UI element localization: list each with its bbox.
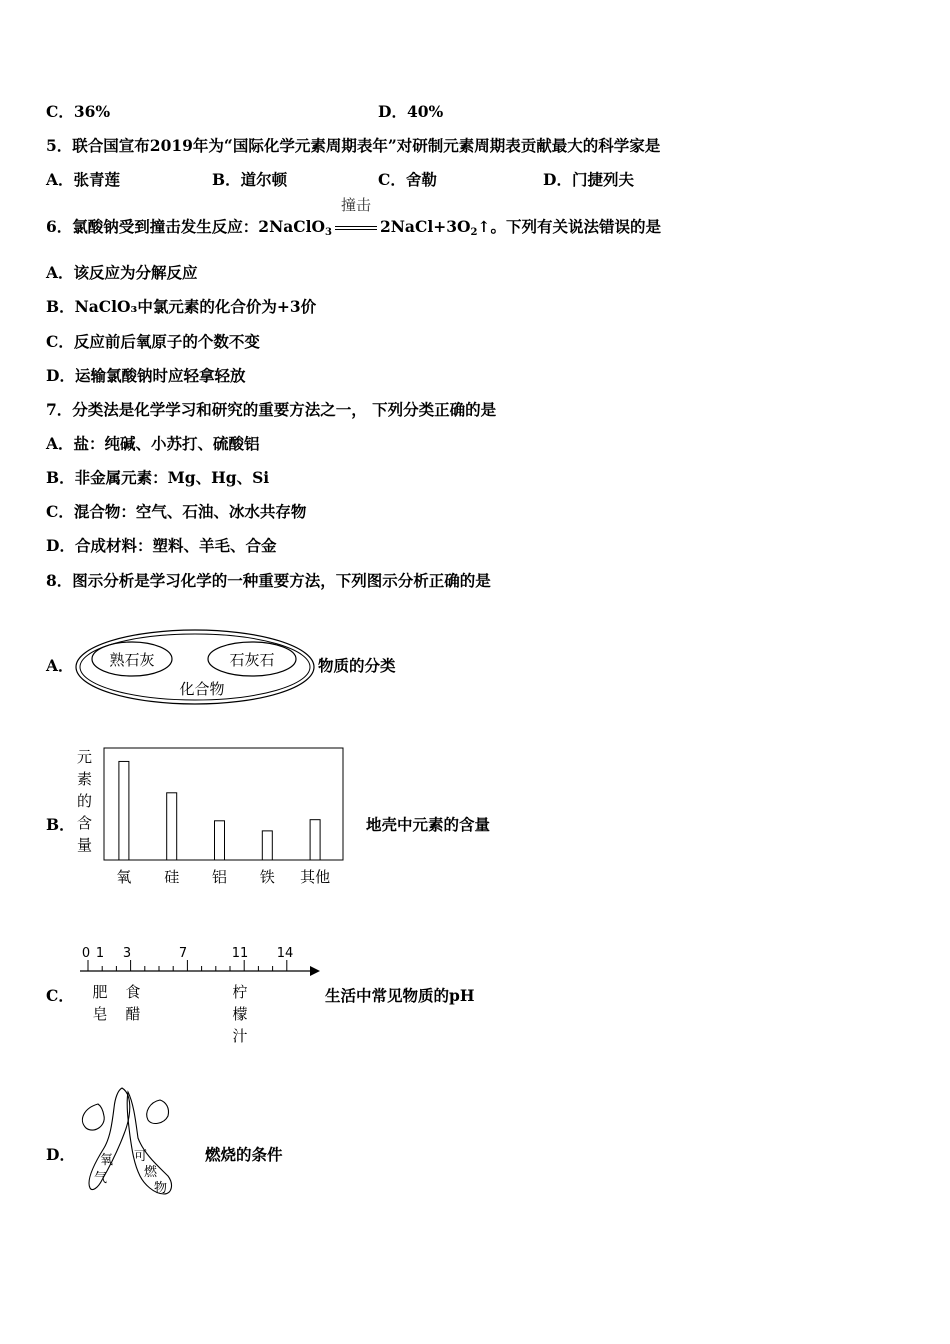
q8-d-caption: 燃烧的条件	[205, 1145, 283, 1164]
ph-tick-label: 14	[276, 946, 294, 961]
q6-option-a: A．该反应为分解反应	[46, 263, 198, 282]
q5-stem: 5．联合国宣布2019年为“国际化学元素周期表年”对研制元素周期表贡献最大的科学家是	[46, 136, 661, 155]
left-flame-drop	[82, 1104, 104, 1130]
x-tick-label: 硅	[164, 868, 180, 886]
q5-option-b: B．道尔顿	[212, 170, 288, 189]
ph-tick-label: 1	[95, 946, 105, 961]
ph-item-char: 汁	[232, 1027, 248, 1044]
inner-left-text: 熟石灰	[109, 651, 155, 669]
x-tick-label: 铝	[211, 868, 228, 886]
ph-tick-label: 0	[81, 946, 91, 961]
ph-tick-label: 11	[231, 946, 249, 961]
ph-scale-diagram	[74, 940, 324, 1044]
q7-option-c: C．混合物：空气、石油、冰水共存物	[46, 502, 307, 521]
combustion-condition-diagram	[74, 1084, 178, 1200]
q5-option-c: C．舍勒	[378, 170, 437, 189]
ph-tick-label: 7	[178, 946, 188, 961]
combustible-char-1: 可	[134, 1149, 148, 1164]
right-flame-drop	[147, 1100, 169, 1123]
combustible-char-3: 物	[154, 1181, 168, 1196]
ph-item-char: 柠	[232, 983, 248, 1001]
y-axis-label-char: 素	[77, 770, 93, 788]
q4-option-d: D．40%	[378, 102, 444, 121]
q8-d-label: D．	[46, 1145, 75, 1164]
bar-其他	[310, 820, 320, 860]
ph-item-char: 皂	[92, 1005, 108, 1023]
ph-axis-arrow	[310, 966, 320, 976]
q8-c-label: C．	[46, 986, 74, 1005]
reaction-condition	[334, 196, 378, 237]
x-tick-label: 铁	[259, 868, 275, 886]
q5-option-d: D．门捷列夫	[543, 170, 634, 189]
q6-option-b: B．NaClO₃中氯元素的化合价为+3价	[46, 297, 317, 316]
crust-element-bar-chart	[74, 742, 350, 890]
bar-硅	[167, 793, 177, 860]
reaction-condition-text: 撞击	[340, 196, 371, 214]
q8-a-label: A．	[46, 656, 74, 675]
y-axis-label-char: 的	[77, 792, 93, 810]
bar-氧	[119, 761, 129, 860]
ph-tick-label: 3	[122, 946, 132, 961]
q6-product: 2NaCl+3O	[379, 217, 471, 236]
q7-stem: 7．分类法是化学学习和研究的重要方法之一， 下列分类正确的是	[46, 400, 497, 419]
q7-option-b: B．非金属元素：Mg、Hg、Si	[46, 468, 270, 487]
q6-stem	[46, 196, 661, 243]
bar-铁	[262, 831, 272, 860]
bar-铝	[215, 821, 225, 860]
x-tick-label: 其他	[300, 868, 331, 886]
inner-right-text: 石灰石	[229, 651, 275, 669]
q6-option-c: C．反应前后氧原子的个数不变	[46, 332, 260, 351]
q8-c-caption: 生活中常见物质的pH	[325, 986, 475, 1005]
y-axis-label-char: 元	[77, 748, 93, 766]
oxygen-char-1: 氧	[100, 1153, 114, 1168]
q6-sub3: 3	[325, 227, 332, 238]
q4-option-c: C．36%	[46, 102, 111, 121]
oxygen-char-2: 气	[94, 1171, 108, 1186]
q6-stem-before: 6．氯酸钠受到撞击发生反应：2NaClO	[46, 217, 326, 236]
ph-item-char: 檬	[232, 1005, 248, 1023]
q6-option-d: D．运输氯酸钠时应轻拿轻放	[46, 366, 246, 385]
q6-sub2: 2	[470, 227, 478, 238]
q6-stem-after: ↑。下列有关说法错误的是	[477, 217, 661, 236]
q8-stem: 8．图示分析是学习化学的一种重要方法，下列图示分析正确的是	[46, 571, 491, 590]
combustible-char-2: 燃	[144, 1165, 158, 1180]
q7-option-a: A．盐：纯碱、小苏打、硫酸铝	[46, 434, 260, 453]
q5-option-a: A．张青莲	[46, 170, 121, 189]
y-axis-label-char: 含	[77, 814, 93, 832]
outer-text: 化合物	[179, 680, 225, 698]
q7-option-d: D．合成材料：塑料、羊毛、合金	[46, 536, 277, 555]
q8-b-caption: 地壳中元素的含量	[366, 815, 491, 834]
ph-item-char: 食	[125, 983, 141, 1001]
q8-a-caption: 物质的分类	[318, 656, 396, 675]
ph-item-char: 醋	[125, 1005, 141, 1023]
classification-diagram	[74, 626, 320, 708]
ph-item-char: 肥	[92, 983, 108, 1001]
q8-b-label: B．	[46, 815, 75, 834]
y-axis-label-char: 量	[77, 836, 93, 854]
x-tick-label: 氧	[116, 868, 132, 886]
